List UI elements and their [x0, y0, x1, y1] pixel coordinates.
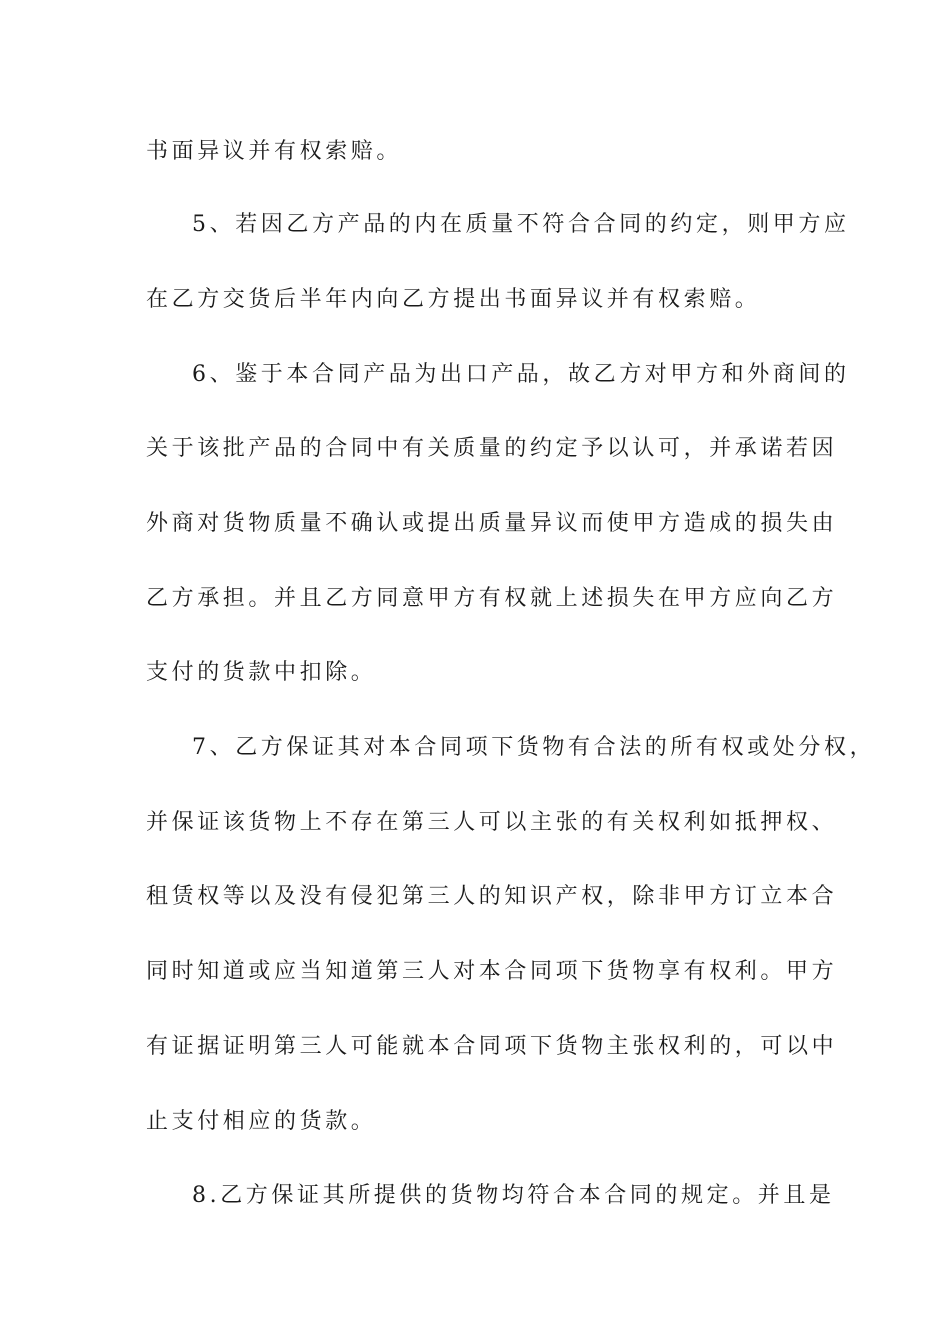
clause-5-start: 5、若因乙方产品的内在质量不符合合同的约定，则甲方应	[192, 212, 850, 237]
text-line: 外商对货物质量不确认或提出质量异议而使甲方造成的损失由	[146, 511, 838, 536]
text-line: 关于该批产品的合同中有关质量的约定予以认可，并承诺若因	[146, 436, 838, 461]
clause-7-start: 7、乙方保证其对本合同项下货物有合法的所有权或处分权，	[192, 735, 876, 760]
clause-6-start: 6、鉴于本合同产品为出口产品，故乙方对甲方和外商间的	[192, 362, 850, 387]
text-line: 并保证该货物上不存在第三人可以主张的有关权利如抵押权、	[146, 810, 838, 835]
clause-8-start: 8.乙方保证其所提供的货物均符合本合同的规定。并且是	[192, 1183, 835, 1208]
text-line: 止支付相应的货款。	[146, 1109, 377, 1134]
text-line: 支付的货款中扣除。	[146, 660, 377, 685]
text-line: 乙方承担。并且乙方同意甲方有权就上述损失在甲方应向乙方	[146, 586, 838, 611]
text-line: 租赁权等以及没有侵犯第三人的知识产权，除非甲方订立本合	[146, 884, 838, 909]
text-line: 在乙方交货后半年内向乙方提出书面异议并有权索赔。	[146, 287, 761, 312]
text-line: 书面异议并有权索赔。	[146, 139, 403, 164]
text-line: 有证据证明第三人可能就本合同项下货物主张权利的，可以中	[146, 1034, 838, 1059]
text-line: 同时知道或应当知道第三人对本合同项下货物享有权利。甲方	[146, 959, 838, 984]
